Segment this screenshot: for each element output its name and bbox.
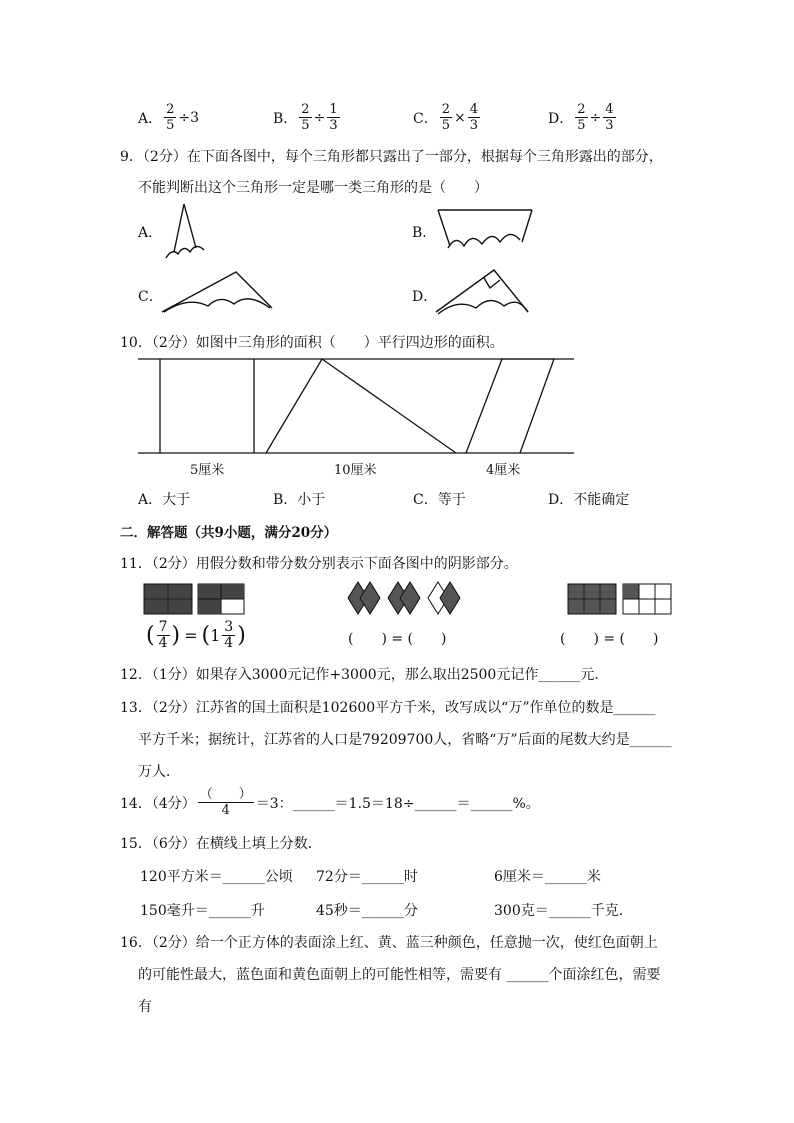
q11-answer-3: ( ) = ( ) [560, 631, 659, 647]
q16-line3: 有 [138, 999, 152, 1015]
q15-item: 45秒＝______分 [316, 903, 418, 919]
fraction: $\frac{4}{3}$ [605, 102, 614, 133]
q11-figure-2 [346, 580, 468, 620]
q10-option-b: B．小于 [273, 492, 326, 508]
q11-answer-1: ( $\frac{7}{4}$ ) = ( 1 $\frac{3}{4}$ ) [146, 619, 246, 651]
q8-option-c: C． $\frac{2}{5}$ × $\frac{4}{3}$ [413, 102, 479, 133]
q8-option-a: A． $\frac{2}{5}$ ÷ 3 [138, 102, 200, 133]
q9-figure-c [158, 268, 278, 318]
q11-answer-2: ( ) = ( ) [348, 631, 447, 647]
q14: 14．（4分） $\frac{( )}{4}$ ＝3：______＝1.5＝18÷______＝______%。 [120, 787, 540, 818]
q11-figure-3 [566, 582, 674, 616]
q16-line1: 16．（2分）给一个正方体的表面涂上红、黄、蓝三种颜色，任意抛一次，使红色面朝上 [120, 935, 658, 951]
q15-item: 6厘米＝______米 [494, 869, 601, 885]
q10-option-a: A．大于 [138, 492, 191, 508]
q13-line2: 平方千米；据统计，江苏省的人口是79209700人，省略“万”后面的尾数大约是______ [138, 732, 672, 748]
q8-option-d: D． $\frac{2}{5}$ ÷ $\frac{4}{3}$ [548, 102, 614, 133]
q10-option-d: D．不能确定 [548, 492, 630, 508]
q10-dim-rectangle: 5厘米 [190, 463, 225, 478]
q15-item: 300克＝______千克． [494, 903, 633, 919]
q9-stem-line2: 不能判断出这个三角形一定是哪一类三角形的是（ ） [138, 180, 488, 196]
q12: 12．（1分）如果存入3000元记作+3000元，那么取出2500元记作______元． [120, 667, 609, 683]
q15-item: 150毫升＝______升 [140, 903, 265, 919]
q10-option-c: C．等于 [413, 492, 466, 508]
q9-option-c-label: C． [138, 289, 163, 305]
fraction: $\frac{7}{4}$ [158, 619, 168, 651]
q9-option-b-label: B． [412, 225, 437, 241]
q15-item: 120平方米＝______公顷 [140, 869, 293, 885]
q9-option-d-label: D． [412, 289, 438, 305]
q9-figure-b [436, 206, 536, 254]
q11-figure-1 [142, 582, 246, 616]
q16-line2: 的可能性最大，蓝色面和黄色面朝上的可能性相等，需要有 ______个面涂红色，需要 [138, 967, 661, 983]
fraction: $\frac{( )}{4}$ [199, 787, 252, 818]
q10-dim-triangle: 10厘米 [334, 463, 377, 478]
q9-figure-a [160, 200, 220, 262]
q13-line3: 万人． [138, 764, 180, 780]
fraction: $\frac{3}{4}$ [224, 619, 234, 651]
q9-option-a-label: A． [138, 225, 163, 241]
q13-line1: 13．（2分）江苏省的国土面积是102600平方千米，改写成以“万”作单位的数是______ [120, 700, 656, 716]
q10-stem: 10．（2分）如图中三角形的面积（ ）平行四边形的面积。 [120, 335, 504, 351]
fraction: $\frac{2}{5}$ [301, 102, 310, 133]
fraction: $\frac{4}{3}$ [469, 102, 479, 133]
fraction: $\frac{2}{5}$ [166, 102, 175, 133]
q8-option-b: B． $\frac{2}{5}$ ÷ $\frac{1}{3}$ [273, 102, 338, 133]
fraction: $\frac{2}{5}$ [441, 102, 450, 133]
q9-figure-d [432, 264, 536, 320]
fraction: $\frac{1}{3}$ [329, 102, 338, 133]
q11-stem: 11．（2分）用假分数和带分数分别表示下面各图中的阴影部分。 [120, 556, 518, 572]
q15-stem: 15．（6分）在横线上填上分数． [120, 836, 322, 852]
fraction: $\frac{2}{5}$ [577, 102, 586, 133]
q15-item: 72分＝______时 [316, 869, 418, 885]
q9-stem-line1: 9．（2分）在下面各图中，每个三角形都只露出了一部分，根据每个三角形露出的部分， [120, 149, 663, 165]
q10-dim-parallelogram: 4厘米 [486, 463, 521, 478]
section-title: 二．解答题（共9小题，满分20分） [120, 525, 338, 541]
